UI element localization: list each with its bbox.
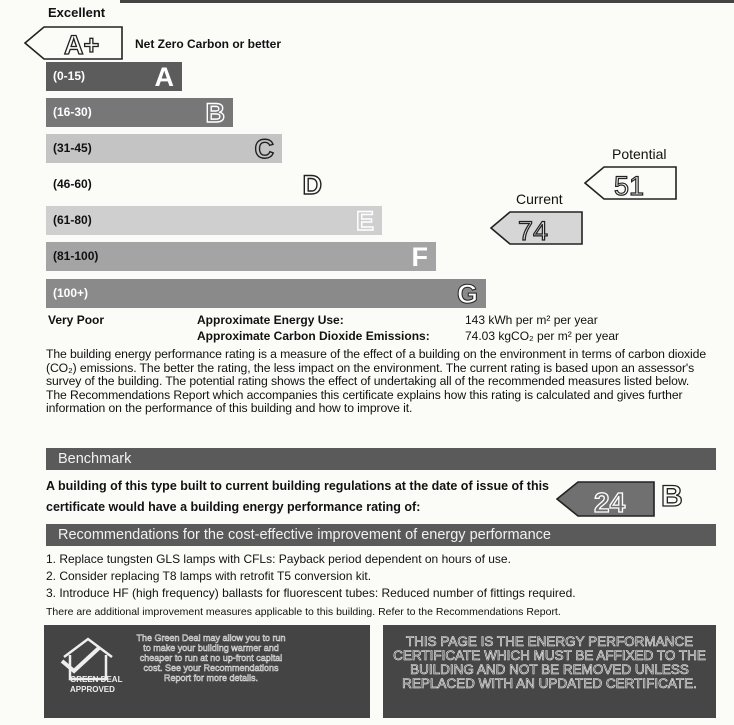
benchmark-heading — [46, 448, 716, 470]
certificate-notice-text: THIS PAGE IS THE ENERGY PERFORMANCE CERTIFICATE WHICH MUST BE AFFIXED TO THE BUILDING AND NOT BE REMOVED UNLESS REPLACED WITH AN UPDATED CERTIFICATE. — [393, 634, 706, 691]
energy-use-label: Approximate Energy Use: — [197, 313, 344, 327]
benchmark-text: A building of this type built to current building regulations at the date of issue of this certificate would have a building energy performance rating of: — [46, 479, 550, 514]
green-deal-panel — [44, 625, 370, 718]
band-c — [46, 134, 282, 163]
green-deal-logo-line1: GREEN DEAL — [70, 675, 123, 684]
band-b-range: (16-30) — [53, 105, 92, 119]
recommendation-item: 3. Introduce HF (high frequency) ballasts for fluorescent tubes: Reduced number of fittings required. — [46, 586, 576, 600]
co2-value: 74.03 kgCO₂ per m² per year — [465, 329, 620, 343]
band-c-letter: C — [254, 134, 274, 164]
certificate-notice-panel — [383, 625, 716, 718]
band-a — [46, 62, 182, 91]
aplus-letter: A+ — [64, 30, 100, 60]
benchmark-arrow — [556, 481, 656, 517]
recommendations-heading — [46, 524, 716, 546]
band-e — [46, 206, 382, 235]
excellent-label: Excellent — [48, 5, 106, 20]
recommendations-note: There are additional improvement measures applicable to this building. Refer to the Recommendations Report. — [46, 606, 561, 618]
very-poor-label: Very Poor — [48, 313, 105, 327]
green-deal-logo-line2: APPROVED — [70, 685, 115, 694]
band-g-range: (100+) — [53, 286, 89, 300]
current-value: 74 — [518, 216, 549, 245]
band-a-letter: A — [154, 62, 174, 92]
green-deal-text: The Green Deal may allow you to run to make your building warmer and cheaper to run at no up-front capital cost. See your Recommendations Report for more details. — [136, 633, 286, 683]
benchmark-letter: B — [661, 480, 683, 513]
band-f-letter: F — [411, 242, 428, 272]
band-f-range: (81-100) — [53, 249, 99, 263]
current-arrow — [490, 211, 584, 245]
recommendations-list — [46, 551, 576, 602]
band-g-letter: G — [456, 279, 478, 309]
top-rule — [120, 0, 734, 3]
band-f — [46, 242, 436, 271]
band-d-letter: D — [302, 170, 322, 200]
band-e-letter: E — [355, 206, 374, 236]
band-b — [46, 98, 233, 127]
band-a-range: (0-15) — [53, 69, 86, 83]
energy-use-value: 143 kWh per m² per year — [465, 313, 598, 327]
band-g — [46, 279, 486, 308]
potential-label: Potential — [612, 146, 667, 162]
co2-label: Approximate Carbon Dioxide Emissions: — [197, 329, 430, 343]
band-e-range: (61-80) — [53, 213, 92, 227]
recommendations-heading-text: Recommendations for the cost-effective improvement of energy performance — [58, 527, 551, 543]
band-d-range: (46-60) — [53, 177, 92, 191]
band-b-letter: B — [205, 98, 225, 128]
rating-description: The building energy performance rating is a measure of the effect of a building on the environment in terms of carbon dioxide (CO₂) emissions. The better the rating, the less impact on the environment. The current rating is based upon an assessor's survey of the building. The potential rating shows the effect of undertaking all of the recommended measures listed below. The Recommendations Report which accompanies this certificate explains how this rating is calculated and gives further information on the performance of this building and how to improve it. — [46, 347, 707, 415]
current-label: Current — [516, 191, 563, 207]
benchmark-value: 24 — [594, 487, 626, 517]
benchmark-heading-text: Benchmark — [58, 451, 132, 467]
band-c-range: (31-45) — [53, 141, 92, 155]
recommendation-item: 1. Replace tungsten GLS lamps with CFLs: Payback period dependent on hours of use. — [46, 552, 511, 566]
aplus-description: Net Zero Carbon or better — [135, 37, 282, 51]
aplus-arrow — [24, 26, 124, 60]
potential-arrow — [584, 166, 678, 200]
potential-value: 51 — [614, 171, 645, 200]
band-d — [46, 170, 330, 199]
recommendation-item: 2. Consider replacing T8 lamps with retrofit T5 conversion kit. — [46, 569, 372, 583]
